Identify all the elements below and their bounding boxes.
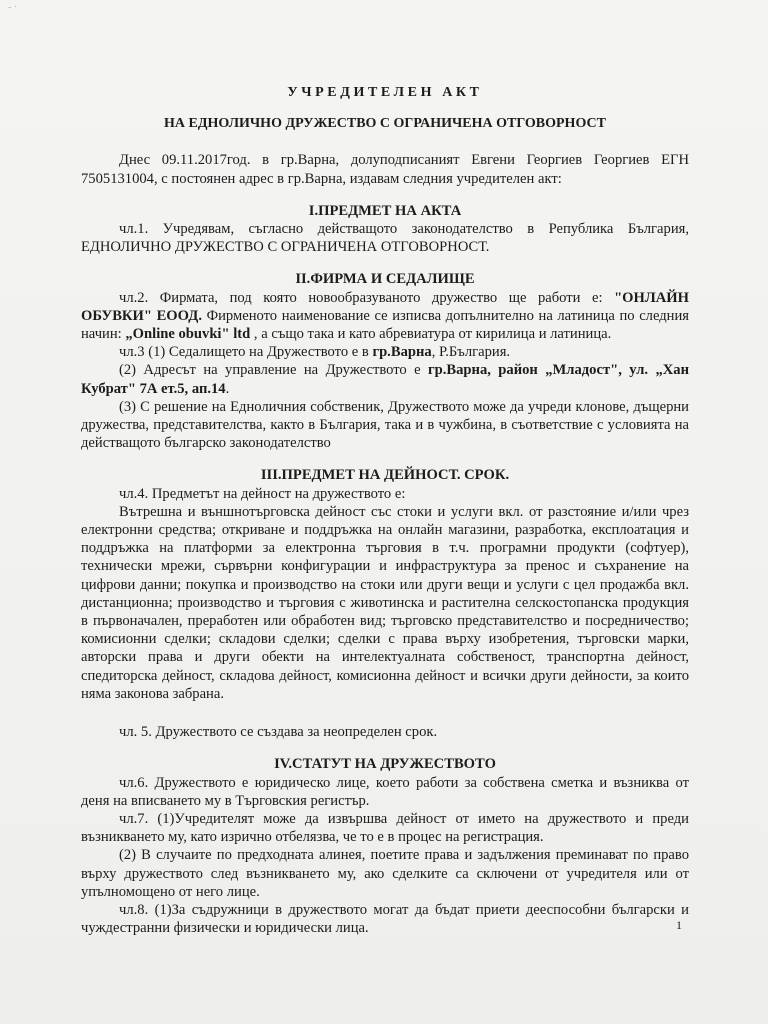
activity-description: Вътрешна и външнотърговска дейност със стоки и услуги вкл. от разстояние и/или чрез електронни средства; откриване и поддръжка на онлайн магазини, разработка, експлоатация и поддръжка на платформи за електронна търговия в т.ч. програмни продукти (софтуер), технически мрежи, сървърни конфигурации и инфраструктура за пренос и съхранение на цифрови данни; покупка и производство на стоки или други вещи и услуги с цел продажба вкл. дистанционна; производство и търговия с животинска и растителна селскостопанска продукция в първоначален, преработен или обработен вид; търговско представителство и посредничество; комисионни сделки; складови сделки; сделки с права върху изобретения, търговски марки, авторски права и други обекти на интелектуалната собственост, транспортна дейност, спедиторска дейност, складова дейност, комисионна дейност и всички други дейности, за които няма законова забрана. <box>81 503 689 702</box>
intro-paragraph: Днес 09.11.2017год. в гр.Варна, долуподписаният Евгени Георгиев Георгиев ЕГН 7505131004, с постоянен адрес в гр.Варна, издавам следния учредителен акт: <box>81 152 689 187</box>
article-7-para-2: (2) В случаите по предходната алинея, поетите права и задължения преминават по право върху дружеството след възникването му, ако сделките са сключени от учредителя или от упълномощено от него лице. <box>81 847 689 900</box>
document-subtitle: НА ЕДНОЛИЧНО ДРУЖЕСТВО С ОГРАНИЧЕНА ОТГОВОРНОСТ <box>164 116 606 132</box>
section-heading-2: II.ФИРМА И СЕДАЛИЩЕ <box>295 271 475 288</box>
management-address: гр.Варна, район „Младост", ул. „Хан Кубрат" 7А ет.5, ап.14 <box>81 362 689 397</box>
document-title: УЧРЕДИТЕЛЕН АКТ <box>287 85 483 100</box>
article-3-para-1: чл.3 (1) Седалището на Дружеството е в гр.Варна, Р.България. <box>119 344 511 361</box>
article-3-para-2: (2) Адресът на управление на Дружеството е гр.Варна, район „Младост", ул. „Хан Кубрат" 7А ет.5, ап.14. <box>81 362 689 397</box>
seat-city: гр.Варна <box>372 344 432 361</box>
section-heading-4: IV.СТАТУТ НА ДРУЖЕСТВОТО <box>274 756 496 773</box>
scan-artifact-mark: - · <box>8 2 18 13</box>
article-7-para-1: чл.7. (1)Учредителят може да извършва дейност от името на дружеството и преди възникването му, като изрично отбелязва, че то е в процес на регистрация. <box>81 810 689 846</box>
firm-name-latin: „Online obuvki" ltd <box>125 326 251 343</box>
article-8: чл.8. (1)За съдружници в дружеството могат да бъдат приети дееспособни български и чуждестранни физически и юридически лица. <box>81 901 689 937</box>
document-body <box>81 84 689 937</box>
firm-name: "ОНЛАЙН ОБУВКИ" ЕООД. <box>81 289 689 324</box>
article-4: чл.4. Предметът на дейност на дружеството е: <box>119 485 406 502</box>
article-6: чл.6. Дружеството е юридическо лице, което работи за собствена сметка и възниква от деня на вписването му в Търговския регистър. <box>81 774 689 809</box>
article-3-para-3: (3) С решение на Едноличния собственик, Дружеството може да учреди клонове, дъщерни дружества, представителства, както в България, така и в чужбина, в съответствие с условията на действащото българско законодателство <box>81 398 689 452</box>
article-5: чл. 5. Дружеството се създава за неопределен срок. <box>119 724 438 741</box>
section-heading-3: III.ПРЕДМЕТ НА ДЕЙНОСТ. СРОК. <box>260 467 510 484</box>
article-2: чл.2. Фирмата, под която новообразуваното дружество ще работи е: "ОНЛАЙН ОБУВКИ" ЕООД. Фирменото наименование се изписва допълнително на латиница по следния начин: „Online obuvki" ltd , а също така и като абревиатура от кирилица и латиница. <box>81 289 689 343</box>
page-number: 1 <box>676 918 682 932</box>
article-1: чл.1. Учредявам, съгласно действащото законодателство в Република България, ЕДНОЛИЧНО ДРУЖЕСТВО С ОГРАНИЧЕНА ОТГОВОРНОСТ. <box>81 221 689 256</box>
section-heading-1: I.ПРЕДМЕТ НА АКТА <box>308 202 462 219</box>
